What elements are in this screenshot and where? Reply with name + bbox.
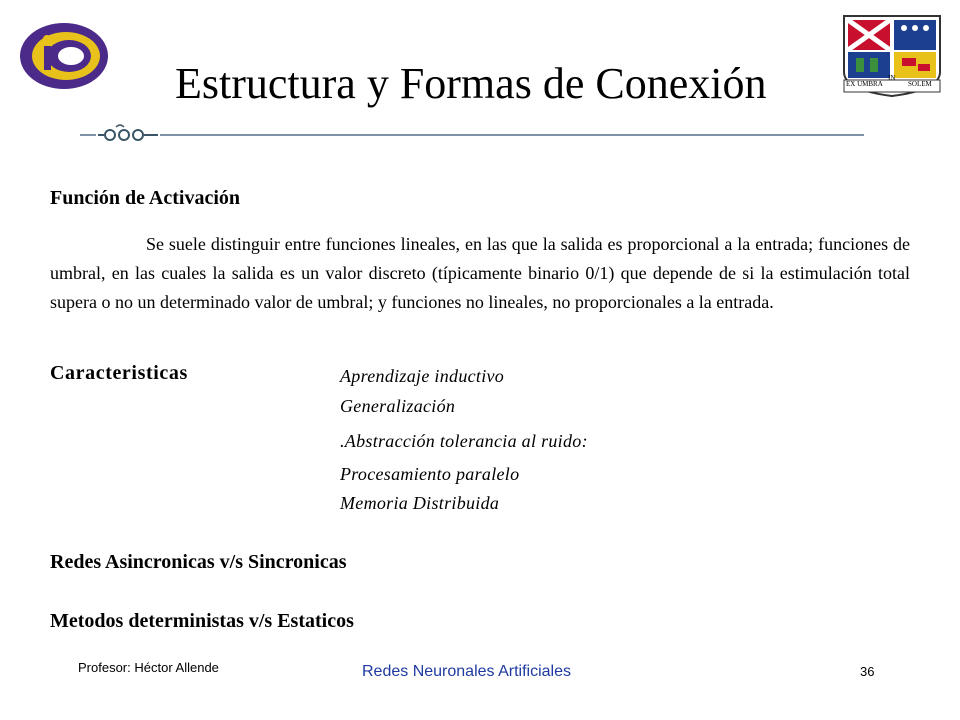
footer-author: Profesor: Héctor Allende — [78, 660, 219, 675]
title-divider — [80, 134, 864, 136]
feature-item: Procesamiento paralelo — [340, 464, 520, 484]
slide-title: Estructura y Formas de Conexión — [175, 59, 767, 108]
activation-paragraph-text: Se suele distinguir entre funciones lineales, en las que la salida es proporcional a la entrada; funciones de umbral, en las cuales la salida es un valor discreto (típicamente binario 0/1) que depende de si la estimulación total supera o no un determinado valor de umbral; y funciones no lineales, no proporcionales a la entrada. — [50, 234, 910, 312]
divider-ornament-icon — [96, 122, 160, 149]
activation-paragraph — [50, 230, 910, 317]
feature-item: Aprendizaje inductivo — [340, 366, 505, 386]
page-number: 36 — [860, 664, 875, 679]
section-heading-redes: Redes Asincronicas v/s Sincronicas — [50, 551, 347, 573]
feature-item: Memoria Distribuida — [340, 493, 500, 513]
crest-banner-right: SOLEM — [908, 80, 932, 88]
university-crest — [840, 12, 944, 103]
feature-item: Generalización — [340, 396, 456, 416]
section-heading-activacion: Función de Activación — [50, 187, 241, 209]
crest-banner-mid: IN — [888, 74, 896, 82]
caracteristicas-label: Caracteristicas — [50, 362, 188, 384]
crest-banner-left: EX UMBRA — [846, 80, 883, 88]
feature-item: .Abstracción tolerancia al ruido: — [340, 431, 588, 451]
footer-course: Redes Neuronales Artificiales — [362, 663, 571, 680]
section-heading-metodos: Metodos deterministas v/s Estaticos — [50, 610, 354, 632]
university-logo — [14, 18, 114, 99]
